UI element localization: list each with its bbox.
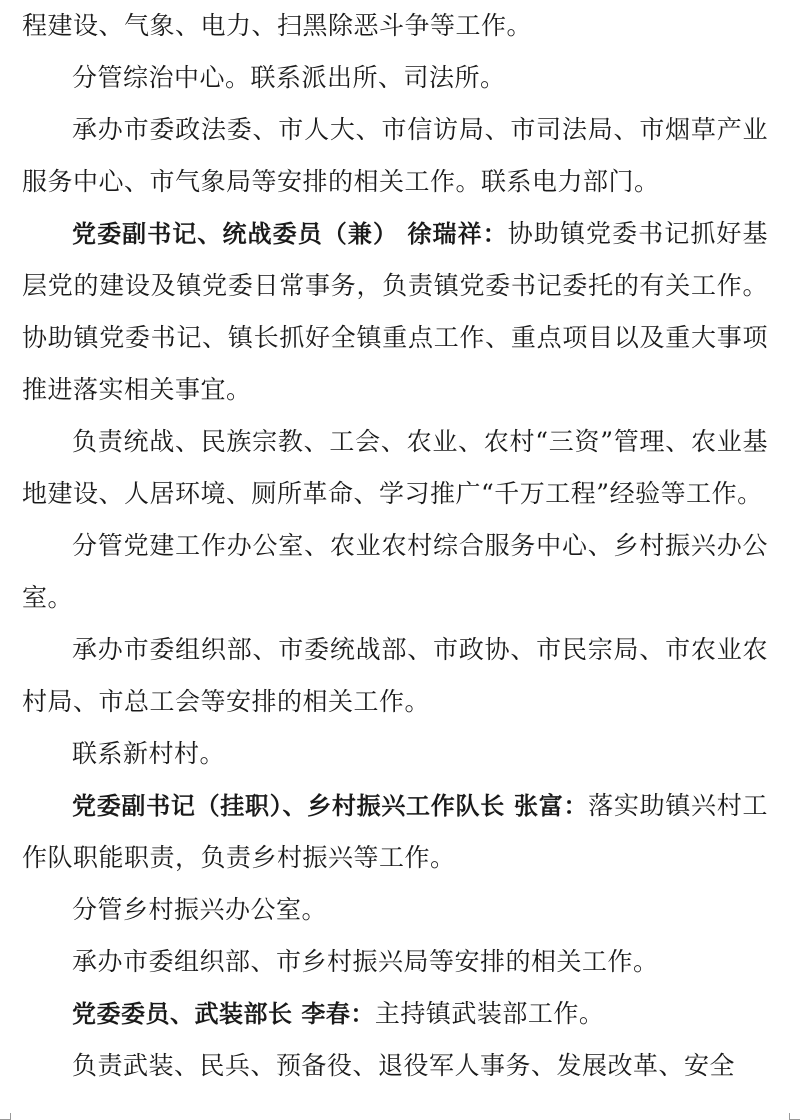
role-body-zhang: 落实助镇兴村工作队职能职责，负责乡村振兴等工作。 bbox=[22, 791, 768, 872]
paragraph-undertake-political-legal: 承办市委政法委、市人大、市信访局、市司法局、市烟草产业服务中心、市气象局等安排的相关工作。联系电力部门。 bbox=[22, 115, 768, 196]
paragraph-deputy-secretary-zhang bbox=[0, 780, 800, 884]
paragraph-fragment-bottom: 负责武装、民兵、预备役、退役军人事务、发展改革、安全 bbox=[72, 1051, 736, 1080]
role-body-xu: 协助镇党委书记抓好基层党的建设及镇党委日常事务，负责镇党委书记委托的有关工作。协助镇党委书记、镇长抓好全镇重点工作、重点项目以及重大事项推进落实相关事宜。 bbox=[22, 219, 768, 404]
paragraph-comprehensive-center: 分管综治中心。联系派出所、司法所。 bbox=[72, 63, 506, 92]
paragraph-in-charge-rural-revitalization: 分管乡村振兴办公室。 bbox=[72, 895, 328, 924]
role-heading-li: 党委委员、武装部长 李春： bbox=[72, 1000, 375, 1028]
page-corner-mark-left bbox=[0, 1113, 11, 1120]
paragraph-fragment-top: 程建设、气象、电力、扫黑除恶斗争等工作。 bbox=[22, 11, 533, 40]
paragraph-deputy-secretary-xu bbox=[0, 208, 800, 416]
role-heading-zhang: 党委副书记（挂职）、乡村振兴工作队长 张富： bbox=[72, 792, 589, 820]
paragraph-in-charge-party-building: 分管党建工作办公室、农业农村综合服务中心、乡村振兴办公室。 bbox=[22, 531, 768, 612]
paragraph-undertake-rural-bureau: 承办市委组织部、市乡村振兴局等安排的相关工作。 bbox=[72, 947, 659, 976]
role-heading-xu: 党委副书记、统战委员（兼） 徐瑞祥： bbox=[72, 220, 508, 248]
role-body-li: 主持镇武装部工作。 bbox=[374, 999, 605, 1028]
paragraph-undertake-organization: 承办市委组织部、市委统战部、市政协、市民宗局、市农业农村局、市总工会等安排的相关工作。 bbox=[22, 635, 768, 716]
paragraph-responsibilities-united-front: 负责统战、民族宗教、工会、农业、农村“三资”管理、农业基地建设、人居环境、厕所革命、学习推广“千万工程”经验等工作。 bbox=[22, 427, 768, 508]
paragraph-committee-member-li bbox=[0, 988, 800, 1040]
page-corner-mark-right bbox=[789, 1113, 800, 1120]
paragraph-contact-xincun: 联系新村村。 bbox=[72, 739, 226, 768]
